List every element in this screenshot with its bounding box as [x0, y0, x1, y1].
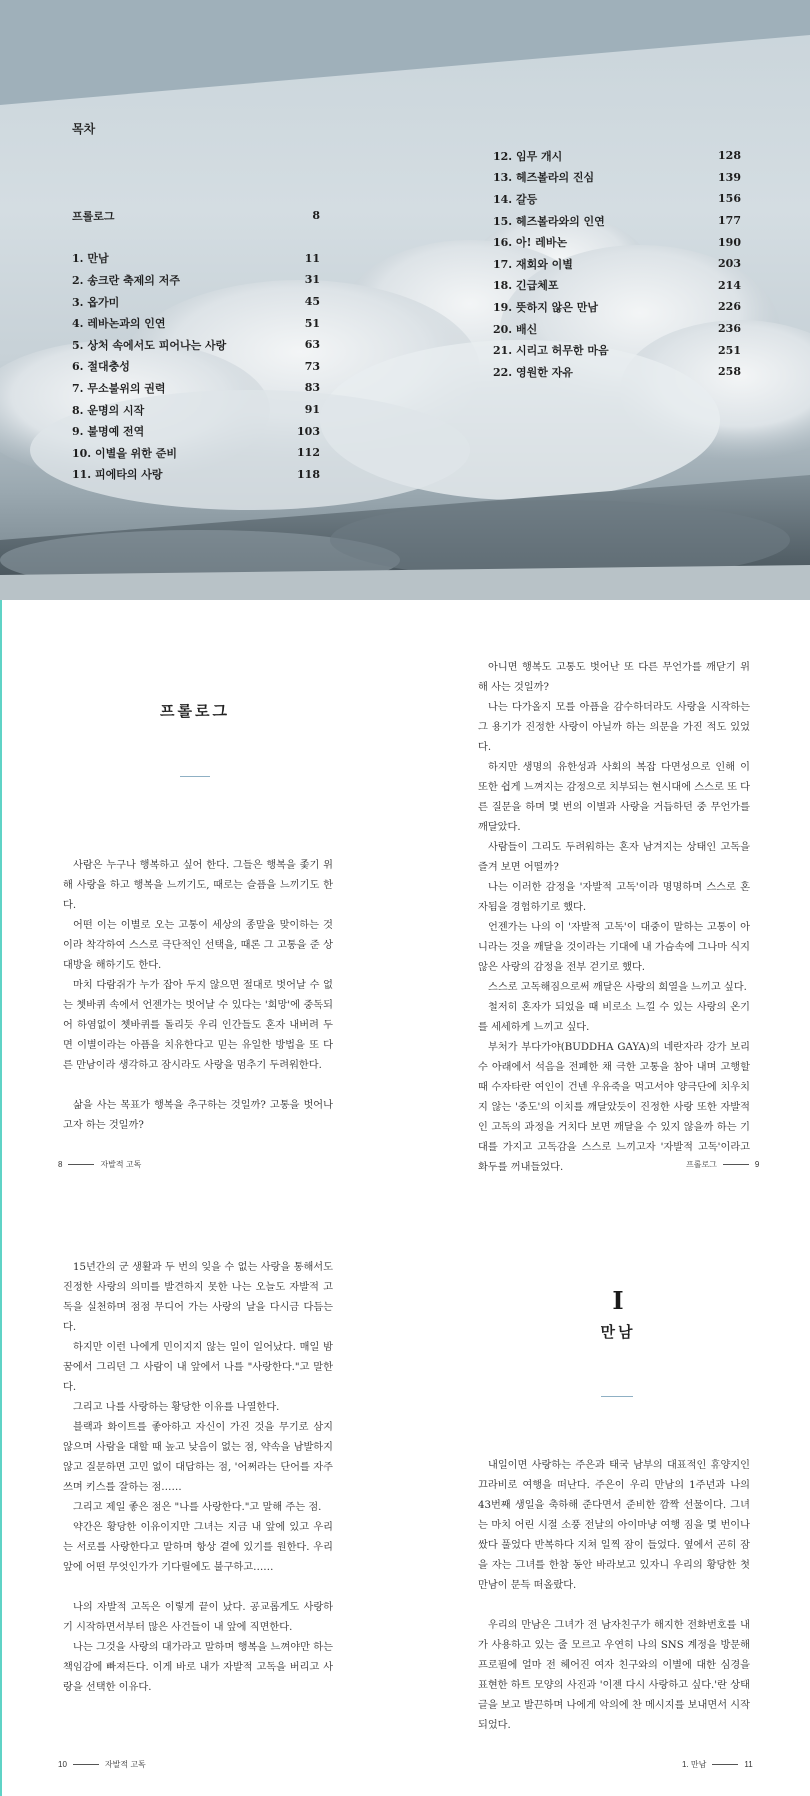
toc-entry-page: 51: [304, 316, 320, 330]
toc-entry-page: 258: [718, 365, 741, 379]
toc-entry[interactable]: [493, 361, 741, 383]
paragraph: 아니면 행복도 고통도 벗어난 또 다른 무언가를 깨닫기 위해 사는 것일까?: [478, 662, 750, 693]
toc-entry-title: 7. 무소불위의 권력: [72, 381, 166, 395]
toc-entry-page: 73: [304, 359, 320, 373]
toc-entry-title: 11. 피에타의 사랑: [72, 468, 163, 482]
paragraph: 그리고 제일 좋은 점은 "나를 사랑한다."고 말해 주는 점.: [73, 1502, 322, 1513]
toc-right-column: [493, 145, 741, 383]
chapter-number: I: [612, 1286, 624, 1315]
toc-entry-page: 11: [304, 251, 320, 265]
page-number: 9: [754, 1160, 760, 1169]
toc-entry[interactable]: [72, 248, 320, 270]
paragraph: 나의 자발적 고독은 이렇게 끝이 났다. 공교롭게도 사랑하기 시작하면서부터 많은 사건들이 내 앞에 직면한다.: [63, 1602, 333, 1633]
page-11-footer: [682, 1759, 753, 1770]
toc-entry-title: 1. 만남: [72, 252, 109, 266]
toc-entry-page: 139: [718, 170, 741, 184]
running-title: 프롤로그: [686, 1160, 717, 1169]
page-11-body: [478, 1456, 750, 1736]
paragraph: 블랙과 화이트를 좋아하고 자신이 가진 것을 무기로 삼지 않으며 사람을 대할 때 높고 낮음이 없는 점, 약속을 남발하지 않고 질문하면 고민 없이 대답하는 점, '어쩌라는 단어를 자주 쓰며 키스를 잘하는 점……: [63, 1422, 333, 1493]
toc-entry-page: 112: [297, 446, 320, 460]
toc-entry-title: 2. 송크란 축제의 저주: [72, 273, 180, 287]
paragraph: 우리의 만남은 그녀가 전 남자친구가 해지한 전화번호를 내가 사용하고 있는 줄 모르고 우연히 나의 SNS 계정을 방문해 프로필에 얼마 전 헤어진 여자 친구와의 이별에 대한 심경을 표현한 하트 모양의 사진과 '이젠 다시 사랑하고 싶다.'란 상태 글을 보고 발끈하며 나에게 악의에 찬 메시지를 보내면서 시작되었다.: [478, 1620, 750, 1731]
running-title: 1. 만남: [682, 1760, 707, 1769]
running-title: 자발적 고독: [100, 1160, 142, 1169]
toc-entry-page: 45: [304, 295, 320, 309]
toc-entry-page: 118: [297, 467, 320, 481]
toc-entry-page: 31: [304, 273, 320, 287]
page-10-footer: [58, 1759, 146, 1770]
toc-entry-page: 128: [718, 149, 741, 163]
paragraph: 어떤 이는 이별로 오는 고통이 세상의 종말을 맞이하는 것이라 착각하여 스스로 극단적인 선택을, 때론 그 고통을 준 상대방을 해하기도 한다.: [63, 920, 333, 971]
page-10-body: [63, 1258, 333, 1698]
folio-rule: [73, 1764, 99, 1765]
toc-entry-title: 18. 긴급체포: [493, 279, 559, 293]
paragraph: 마치 다람쥐가 누가 잡아 두지 않으면 절대로 벗어날 수 없는 쳇바퀴 속에서 언젠가는 벗어날 수 있다는 '희망'에 중독되어 하염없이 쳇바퀴를 돌리듯 우리 인간들도 혼자 내버려 두면 이별이라는 아픔을 치유한다고 믿는 유일한 방법을 또 다른 만남이라 생각하고 잠시라도 사랑을 멈추기 두려워한다.: [63, 980, 333, 1071]
toc-entry-title: 12. 임무 개시: [493, 149, 563, 163]
page-number: 10: [58, 1760, 67, 1769]
toc-entry-title: 16. 아! 레바논: [493, 236, 568, 250]
chapter-title-rule: [601, 1396, 633, 1397]
toc-entry-title: 10. 이별을 위한 준비: [72, 446, 178, 460]
toc-entry-page: 226: [718, 300, 741, 314]
toc-entry-page: 91: [304, 403, 320, 417]
toc-entry[interactable]: [72, 420, 320, 442]
page-9-body: [478, 658, 750, 1178]
paragraph: 내일이면 사랑하는 주은과 태국 남부의 대표적인 휴양지인 끄라비로 여행을 떠난다. 주은이 우리 만남의 1주년과 나의 43번째 생일을 축하해 준다면서 준비한 깜짝 선물이다. 그녀는 마치 어린 시절 소풍 전날의 아이마냥 여행 짐을 몇 번이나 쌌다 풀었다 반복하다 지쳐 일찍 잠이 들었다. 옆에서 곤히 잠을 자는 그녀를 한참 동안 바라보고 있자니 우리의 황당한 첫 만남이 문득 떠올랐다.: [478, 1460, 750, 1591]
page-number: 8: [58, 1160, 63, 1169]
toc-entry[interactable]: [72, 464, 320, 486]
page-8-footer: [58, 1159, 141, 1170]
toc-entry[interactable]: [72, 205, 320, 227]
toc-entry-title: 17. 재회와 이별: [493, 257, 573, 271]
paragraph: 15년간의 군 생활과 두 번의 잊을 수 없는 사랑을 통해서도 진정한 사랑의 의미를 발견하지 못한 나는 오늘도 자발적 고독을 실천하며 점점 무디어 가는 사랑의 날을 다시금 다듬는다.: [63, 1262, 333, 1333]
toc-entry-title: 14. 갈등: [493, 192, 538, 206]
toc-entry-page: 251: [718, 343, 741, 357]
paragraph: 나는 그것을 사랑의 대가라고 말하며 행복을 느껴야만 하는 책임감에 빠져든다. 이게 바로 내가 자발적 고독을 버리고 사랑을 선택한 이유다.: [63, 1642, 333, 1693]
toc-entry[interactable]: [493, 145, 741, 167]
toc-entry-title: 프롤로그: [72, 209, 115, 223]
paragraph: 삶을 사는 목표가 행복을 추구하는 것일까? 고통을 벗어나고자 하는 것일까?: [63, 1100, 333, 1131]
toc-entry[interactable]: [72, 399, 320, 421]
paragraph: 나는 다가올지 모를 아픔을 감수하더라도 사랑을 시작하는 그 용기가 진정한 사랑이 아닐까 하는 의문을 가진 적도 있었다.: [478, 702, 750, 753]
page-number: 11: [744, 1760, 753, 1769]
toc-entry-page: 190: [718, 235, 741, 249]
toc-entry-title: 19. 뜻하지 않은 만남: [493, 300, 599, 314]
paragraph: 스스로 고독해짐으로써 깨달은 사랑의 희열을 느끼고 싶다.: [488, 982, 747, 993]
toc-entry[interactable]: [72, 442, 320, 464]
toc-entry[interactable]: [72, 356, 320, 378]
paragraph: 사람은 누구나 행복하고 싶어 한다. 그들은 행복을 좇기 위해 사랑을 하고 행복을 느끼기도, 때로는 슬픔을 느끼기도 한다.: [63, 860, 333, 911]
toc-entry[interactable]: [493, 253, 741, 275]
paragraph: 부처가 부다가야(BUDDHA GAYA)의 네란자라 강가 보리수 아래에서 석음을 전폐한 채 극한 고통을 참아 내며 고행할 때 수자타란 여인이 건넨 우유죽을 먹고서야 양극단에 치우치지 않는 '중도'의 이치를 깨달았듯이 진정한 사랑 또한 자발적인 고독의 과정을 거치다 보면 깨달을 수 있지 않을까 하는 기대를 가지고 고독감을 스스로 느끼고자 '자발적 고독'이라고 화두를 꺼내들었다.: [478, 1042, 750, 1173]
toc-entry[interactable]: [493, 275, 741, 297]
toc-entry-page: 203: [718, 257, 741, 271]
toc-entry[interactable]: [493, 318, 741, 340]
toc-spread: [0, 0, 810, 600]
toc-entry[interactable]: [72, 291, 320, 313]
toc-entry-title: 21. 시리고 허무한 마음: [493, 344, 609, 358]
toc-entry-page: 177: [718, 214, 741, 228]
toc-entry[interactable]: [493, 167, 741, 189]
running-title: 자발적 고독: [104, 1760, 146, 1769]
toc-entry-page: 103: [297, 424, 320, 438]
page-9-footer: [686, 1159, 759, 1170]
folio-rule: [68, 1164, 94, 1165]
toc-entry-page: 83: [304, 381, 320, 395]
toc-entry-title: 22. 영원한 자유: [493, 365, 573, 379]
toc-entry-title: 15. 헤즈볼라와의 인연: [493, 214, 605, 228]
toc-entry-title: 3. 옵가미: [72, 295, 120, 309]
paragraph: 하지만 생명의 유한성과 사회의 복잡 다면성으로 인해 이 또한 쉽게 느껴지는 감정으로 치부되는 현시대에 스스로 또 다른 질문을 하며 몇 번의 이별과 사랑을 거듭하던 중 무언가를 깨달았다.: [478, 762, 750, 833]
toc-entry-title: 6. 절대충성: [72, 360, 130, 374]
toc-entry[interactable]: [72, 377, 320, 399]
toc-entry[interactable]: [493, 339, 741, 361]
toc-entry-page: 236: [718, 322, 741, 336]
toc-entry-page: 63: [304, 338, 320, 352]
toc-entry-page: 156: [718, 192, 741, 206]
toc-entry[interactable]: [493, 210, 741, 232]
paragraph: 하지만 이런 나에게 민이지지 않는 일이 일어났다. 매일 밤 꿈에서 그리던 그 사람이 내 앞에서 나를 "사랑한다."고 말한다.: [63, 1342, 333, 1393]
paragraph: 철저히 혼자가 되었을 때 비로소 느낄 수 있는 사랑의 온기를 세세하게 느끼고 싶다.: [478, 1002, 750, 1033]
paragraph: 언젠가는 나의 이 '자발적 고독'이 대중이 말하는 고통이 아니라는 것을 깨달을 것이라는 기대에 내 가슴속에 그나마 식지 않은 사랑의 감정을 전부 걷기로 했다.: [478, 922, 750, 973]
toc-left-column: [72, 205, 320, 485]
toc-entry-page: 8: [312, 209, 320, 223]
toc-entry[interactable]: [493, 296, 741, 318]
toc-entry-title: 20. 배신: [493, 322, 538, 336]
toc-entry-page: 214: [718, 278, 741, 292]
toc-heading: 목차: [72, 122, 96, 136]
page-8-body: [63, 856, 333, 1136]
toc-entry[interactable]: [72, 269, 320, 291]
toc-entry[interactable]: [493, 231, 741, 253]
toc-entry-title: 13. 헤즈볼라의 진심: [493, 171, 595, 185]
toc-entry[interactable]: [72, 334, 320, 356]
toc-entry-title: 9. 불명예 전역: [72, 425, 145, 439]
prologue-title: 프롤로그: [160, 702, 230, 720]
toc-entry-title: 8. 운명의 시작: [72, 403, 145, 417]
prologue-title-rule: [180, 776, 210, 777]
paragraph: 그리고 나를 사랑하는 황당한 이유를 나열한다.: [73, 1402, 280, 1413]
chapter-title: 만남: [600, 1323, 636, 1341]
paragraph: 사람들이 그리도 두려워하는 혼자 남겨지는 상태인 고독을 즐겨 보면 어떨까?: [478, 842, 750, 873]
toc-entry[interactable]: [493, 188, 741, 210]
toc-entry-title: 4. 레바논과의 인연: [72, 317, 166, 331]
toc-entry[interactable]: [72, 312, 320, 334]
toc-entry-title: 5. 상처 속에서도 피어나는 사랑: [72, 338, 227, 352]
folio-rule: [723, 1164, 749, 1165]
paragraph: 나는 이러한 감정을 '자발적 고독'이라 명명하며 스스로 혼자됨을 경험하기로 했다.: [478, 882, 750, 913]
folio-rule: [712, 1764, 738, 1765]
paragraph: 약간은 황당한 이유이지만 그녀는 지금 내 앞에 있고 우리는 서로를 사랑한다고 말하며 항상 곁에 있기를 원한다. 우리 앞에 어떤 무엇인가가 기다릴에도 불구하고……: [63, 1522, 333, 1573]
